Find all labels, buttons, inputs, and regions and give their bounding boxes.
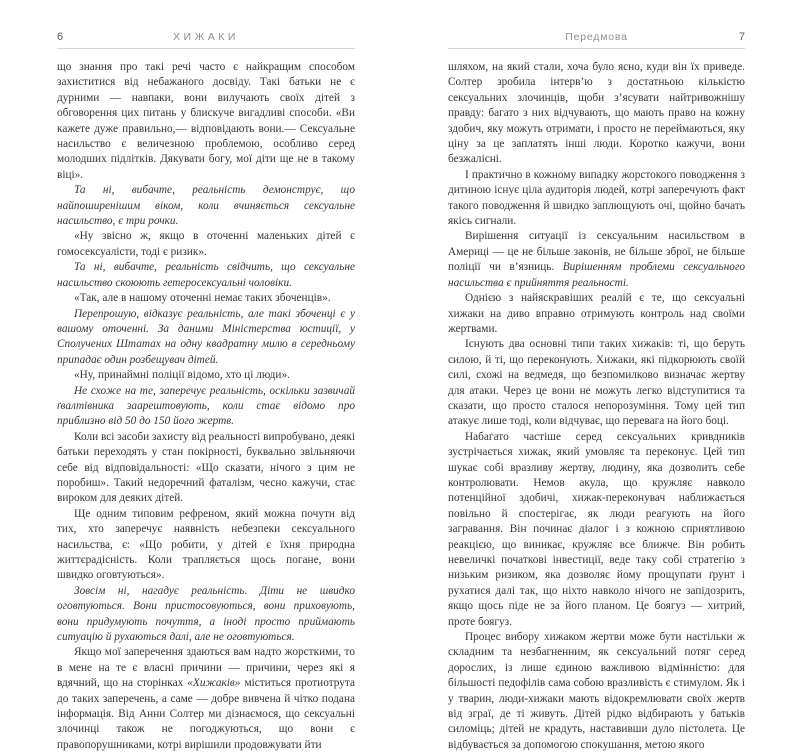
paragraph: Зовсім ні, нагадує реальність. Діти не швидко оговтуються. Вони пристосовуються, вони приховують, вони придумують почуття, а іноді просто приймають ситуацію й рухаються далі, але не оговтуються. xyxy=(57,584,355,644)
header-rule-right xyxy=(448,48,745,49)
page-number-left: 6 xyxy=(57,31,64,43)
paragraph: шляхом, на який стали, хоча було ясно, куди він їх приведе. Солтер зробила інтерв’ю з достатньою кількістю сексуальних злочинців, щоби з’ясувати найтривожнішу правду: багато з них відчувають, що мають право на кожну здобич, яку можуть отримати, і просто не переймаються, яку ціну за це заплатять інші люди. Коротко кажучи, вони безжалісні. xyxy=(448,61,745,166)
paragraph: Набагато частіше серед сексуальних кривдників зустрічається хижак, який умовляє та переконує. Цей тип шукає собі вразливу жертву, людину, яка дозволить себе контролювати. Немов акула, що кружляє навколо потенційної здобичі, хижак-переконувач наближається повільно й спостерігає, як люди реагують на його загравання. Він починає діалог і з кожною сприятливою реакцією, що виникає, кружляє все ближче. Він робить невеличкі початкові інвестиції, веде таку собі стратегію з низьким ризиком, яка дозволяє йому прощупати ґрунт і рухатися далі так, що ніхто навколо нічого не запідозрить, якщо щось піде не за його планом. Це боягуз — хитрий, проте боягуз. xyxy=(448,430,745,628)
header-rule-left xyxy=(57,48,355,49)
paragraph: І практично в кожному випадку жорстокого поводження з дитиною існує ціла аудиторія людей, котрі заперечують факт такого поводження й швидко заплющують очі, щойно бачать якісь сигнали. xyxy=(448,168,745,228)
paragraph: Ще одним типовим рефреном, який можна почути від тих, хто заперечує наявність небезпеки сексуального насильства, є: «Що робити, у дітей є їхня природна життєрадісність. Коли трапляється щось погане, вони швидко оговтуються». xyxy=(57,507,355,582)
running-head-left: ХИЖАКИ xyxy=(173,31,239,43)
paragraph: що знання про такі речі часто є найкращим способом захиститися від небажаного досвіду. Такі батьки не є дурними — навпаки, вони вилучають своїх дітей з обговорення цих питань у блискуче вигадливі способи. «Ви кажете дуже правильно,— відповідають вони.— Сексуальне насильство є величезною проблемою, особливо серед молодших підлітків. Дякувати богу, мої діти ще не в такому віці». xyxy=(57,61,355,181)
page-header-left xyxy=(57,31,355,45)
paragraph: Якщо мої заперечення здаються вам надто жорсткими, то в мене на те є власні причини — причини, через які я вдячний, що на сторінках «Хижаків» міститься протиотрута до таких заперечень, а саме — добре вивчена й чітко подана інформація. Від Анни Солтер ми дізнаємося, що сексуальні злочинці також не погоджуються, що вони є правопорушниками, котрі вирішили продовжувати йти xyxy=(57,646,355,751)
page-left xyxy=(0,0,400,751)
paragraph: «Ну звісно ж, якщо в оточенні маленьких дітей є гомосексуалісти, тоді є ризик». xyxy=(57,230,355,258)
paragraph: Однією з найяскравіших реалій є те, що сексуальні хижаки на диво вправно отримують контроль над своїми жертвами. xyxy=(448,292,745,335)
paragraph: Процес вибору хижаком жертви може бути настільки ж складним та незбагненним, як сексуальний потяг серед дорослих, із лише єдиною важливою відмінністю: для більшості педофілів сама собою вразливість є стимулом. Як і у тварин, люди-хижаки мають відокремлювати своїх жертв від зграї, де ті живуть. Дітей рідко відбирають у батьків силоміць; дітей не крадуть, наставивши дуло пістолета. Це відбувається за допомогою спокушання, метою якого xyxy=(448,631,745,751)
paragraph: Коли всі засоби захисту від реальності випробувано, деякі батьки переходять у стан покірності, буквально звільняючи себе від відповідальності: «Що сказати, нічого з цим не поробиш». Такий недоречний фаталізм, чесно кажучи, стає вироком для деяких дітей. xyxy=(57,430,355,505)
page-right xyxy=(400,0,800,751)
paragraph: Перепрошую, відказує реальність, але такі збоченці є у вашому оточенні. За даними Міністерства юстиції, у Сполучених Штатах на одну квадратну милю в середньому припадає один розбещувач дітей. xyxy=(57,307,355,366)
page-body-right xyxy=(448,60,745,753)
page-header-right xyxy=(448,31,745,45)
paragraph: Та ні, вибачте, реальність свідчить, що сексуальне насильство скоюють гетеросексуальні чоловіки. xyxy=(57,261,355,289)
paragraph: «Так, але в нашому оточенні немає таких збоченців». xyxy=(74,292,331,305)
page-number-right: 7 xyxy=(738,31,745,43)
paragraph: «Ну, принаймні поліції відомо, хто ці люди». xyxy=(74,369,290,382)
paragraph: Та ні, вибачте, реальність демонструє, що найпоширенішим віком, коли вчиняється сексуальне насильство, є три рочки. xyxy=(57,184,355,228)
page-body-left xyxy=(57,60,355,753)
paragraph: Не схоже на те, заперечує реальність, оскільки зазвичай ґвалтівника заарештовують, коли стає відомо про приблизно від 50 до 150 його жертв. xyxy=(57,384,355,428)
paragraph: Вирішення ситуації із сексуальним насильством в Америці — це не більше законів, не більше зброї, не більше поліції чи в’язниць. Вирішенням проблеми сексуального насильства є прийняття реальності. xyxy=(448,230,745,289)
running-head-right: Передмова xyxy=(565,31,628,43)
paragraph: Існують два основні типи таких хижаків: ті, що беруть силою, й ті, що переконують. Хижаки, які підкорюють своїй силі, схожі на ведмедя, що безпомилково визначає жертву для атаки. Через це вони не можуть легко відступитися та сказати, що просто сталося непорозуміння. Тому цей тип атакує лише тоді, коли відчуває, що перевага на його боці. xyxy=(448,338,745,428)
